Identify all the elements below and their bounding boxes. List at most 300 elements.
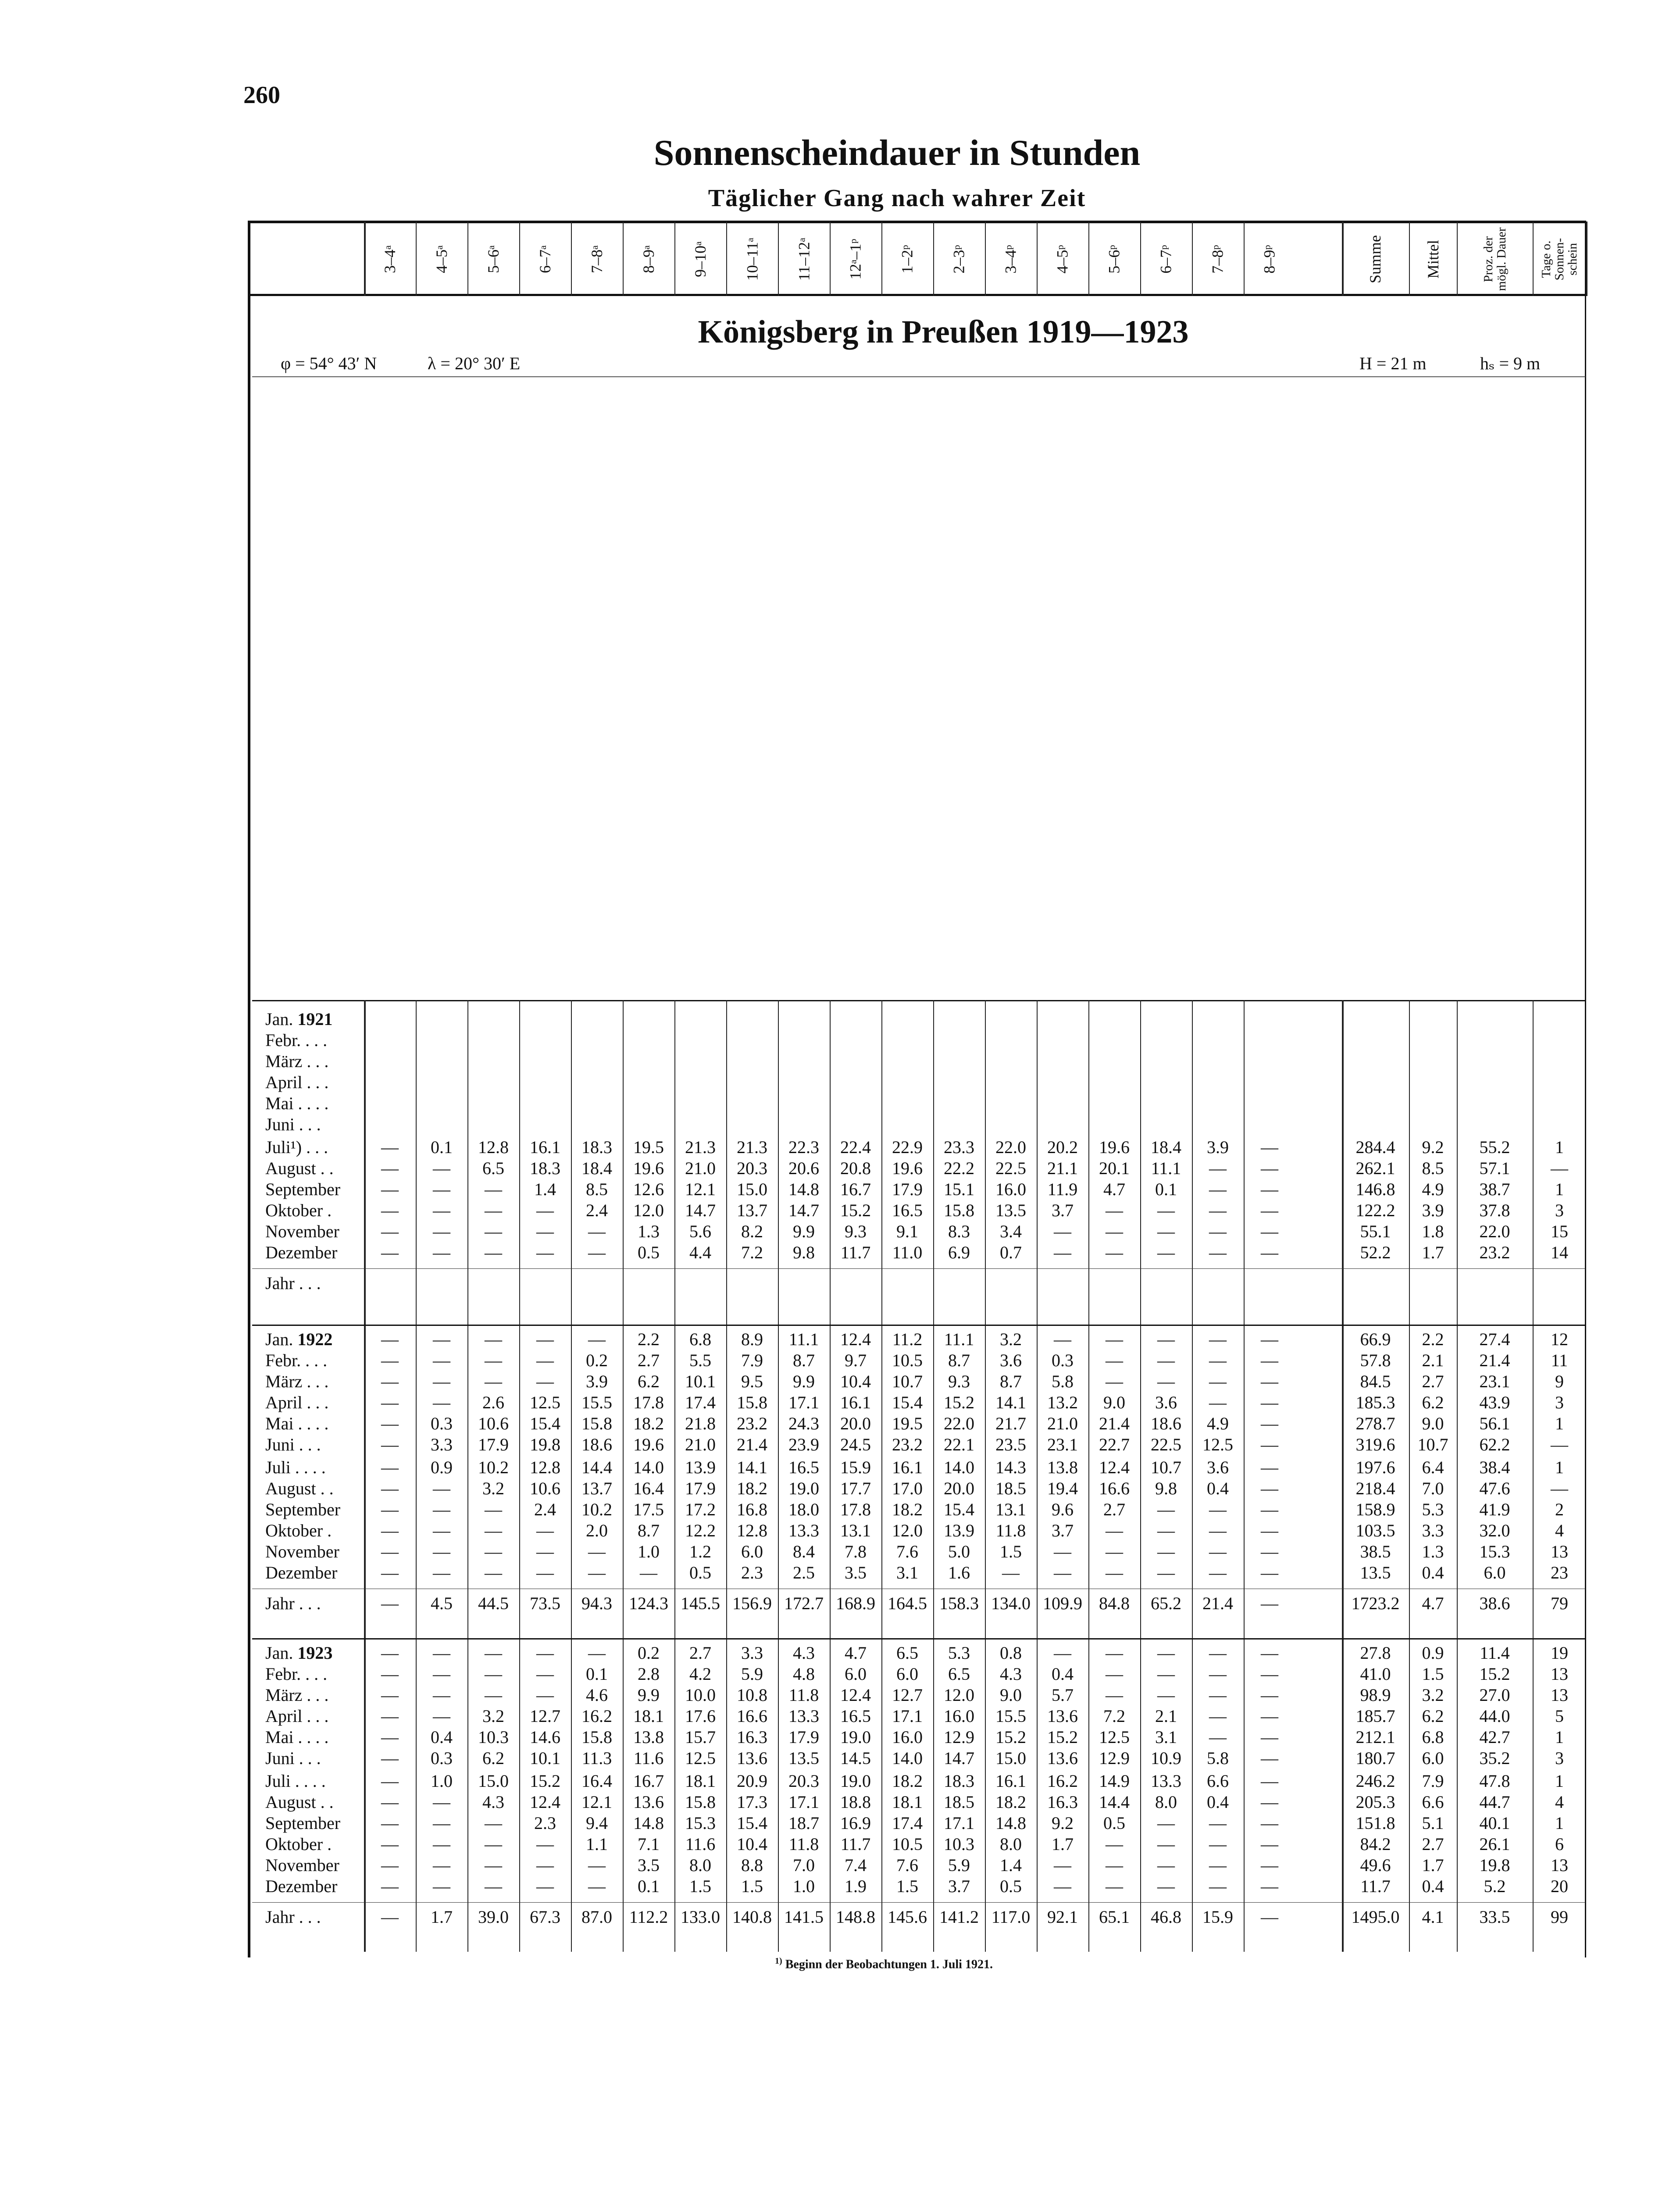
column-header-label: 2–3ᵖ	[950, 245, 968, 274]
table-cell: 180.7	[1355, 1748, 1395, 1768]
table-cell: 0.2	[586, 1350, 608, 1370]
month-label: Febr. . . .	[265, 1030, 328, 1050]
table-cell: 10.2	[478, 1457, 509, 1477]
table-cell: —	[1261, 1372, 1278, 1391]
table-cell: —	[381, 1876, 399, 1896]
table-cell: 185.3	[1355, 1393, 1395, 1412]
table-cell: 4.7	[1103, 1179, 1125, 1199]
table-cell: 17.8	[633, 1393, 664, 1412]
table-cell: 22.4	[840, 1137, 871, 1157]
table-cell: 18.1	[633, 1706, 664, 1726]
table-cell: 14.7	[944, 1748, 974, 1768]
table-cell: 19.0	[840, 1771, 871, 1791]
table-cell: 3.9	[586, 1372, 608, 1391]
table-cell: 20.3	[788, 1771, 819, 1791]
page-title: Sonnenscheindauer in Stunden	[653, 132, 1141, 173]
blank-area-rule	[252, 1000, 1585, 1001]
table-cell: 1	[1555, 1771, 1564, 1791]
table-cell: 12.9	[1099, 1748, 1130, 1768]
month-label: Mai . . . .	[265, 1727, 329, 1747]
table-cell: 11.8	[995, 1521, 1026, 1540]
table-cell: 20.6	[788, 1158, 819, 1178]
table-cell: 122.2	[1355, 1200, 1395, 1220]
table-cell: 16.1	[892, 1457, 923, 1477]
table-cell: 18.3	[581, 1137, 612, 1157]
jahr-cell: 158.3	[939, 1593, 979, 1613]
table-cell: —	[1261, 1500, 1278, 1519]
table-cell: 19.4	[1047, 1479, 1078, 1498]
row-label	[265, 1520, 332, 1541]
table-cell: 5.6	[689, 1222, 711, 1241]
table-cell: —	[1261, 1542, 1278, 1561]
table-cell: 15	[1551, 1222, 1568, 1241]
table-cell: 10.7	[1417, 1435, 1448, 1454]
table-cell: 6.8	[1422, 1727, 1444, 1747]
table-cell: 9.0	[1422, 1414, 1444, 1433]
table-cell: 23	[1551, 1563, 1568, 1582]
table-cell: —	[588, 1876, 606, 1896]
month-label: September	[265, 1813, 341, 1833]
table-cell: 2.0	[586, 1521, 608, 1540]
table-cell: 57.8	[1360, 1350, 1391, 1370]
table-cell: 21.0	[685, 1158, 716, 1178]
table-cell: 9.3	[845, 1222, 867, 1241]
table-cell: 9.5	[741, 1372, 763, 1391]
table-cell: 9.0	[1000, 1685, 1022, 1705]
grid-line	[519, 221, 520, 296]
table-cell: 0.4	[1422, 1563, 1444, 1582]
table-cell: 0.2	[638, 1643, 660, 1663]
table-cell: —	[1157, 1563, 1175, 1582]
table-cell: 9.4	[586, 1813, 608, 1833]
row-label	[265, 1685, 328, 1705]
table-cell: 13.6	[633, 1792, 664, 1812]
jahr-cell: 38.6	[1479, 1593, 1510, 1613]
table-cell: 0.4	[1422, 1876, 1444, 1896]
table-cell: 17.1	[788, 1393, 819, 1412]
table-cell: 218.4	[1355, 1479, 1395, 1498]
table-cell: 7.4	[845, 1855, 867, 1875]
table-cell: 9.6	[1052, 1500, 1074, 1519]
table-cell: 19.0	[788, 1479, 819, 1498]
row-label	[265, 1093, 328, 1114]
jahr-cell: 145.5	[681, 1593, 720, 1613]
table-cell: —	[536, 1643, 554, 1663]
table-cell: 5.8	[1207, 1748, 1229, 1768]
table-cell: —	[381, 1813, 399, 1833]
month-label: Jan.	[265, 1009, 293, 1029]
table-cell: 14.4	[581, 1457, 612, 1477]
table-cell: 11.0	[892, 1243, 923, 1262]
table-cell: 5.3	[1422, 1500, 1444, 1519]
table-cell: 6.0	[1422, 1748, 1444, 1768]
table-cell: 19.6	[633, 1158, 664, 1178]
grid-line	[778, 221, 779, 296]
table-cell: 21.1	[1047, 1158, 1078, 1178]
table-cell: —	[1209, 1706, 1227, 1726]
table-cell: 0.7	[1000, 1243, 1022, 1262]
table-cell: —	[485, 1664, 502, 1684]
table-cell: —	[1106, 1542, 1123, 1561]
table-cell: 3.9	[1207, 1137, 1229, 1157]
row-label	[265, 1137, 328, 1157]
table-cell: —	[433, 1855, 450, 1875]
table-cell: 3.3	[741, 1643, 763, 1663]
jahr-label: Jahr . . .	[265, 1273, 321, 1293]
column-header	[778, 221, 830, 297]
table-cell: 15.4	[737, 1813, 767, 1833]
table-cell: —	[536, 1563, 554, 1582]
column-header-label: 11–12ᵃ	[795, 237, 813, 281]
table-cell: 7.6	[896, 1855, 918, 1875]
table-cell: 15.5	[581, 1393, 612, 1412]
month-label: Juli . . . .	[265, 1771, 326, 1791]
table-cell: 6.6	[1422, 1792, 1444, 1812]
table-cell: —	[536, 1222, 554, 1241]
table-cell: 0.3	[1052, 1350, 1074, 1370]
column-header	[623, 221, 674, 297]
table-cell: —	[1106, 1876, 1123, 1896]
station-latitude: φ = 54° 43′ N	[281, 354, 377, 373]
table-cell: 1.2	[689, 1542, 711, 1561]
row-label	[265, 1834, 332, 1854]
month-label: Mai . . . .	[265, 1093, 329, 1113]
month-label: März . . .	[265, 1051, 329, 1071]
table-cell: 17.7	[840, 1479, 871, 1498]
station-height: H = 21 m	[1359, 354, 1427, 373]
table-cell: —	[1106, 1685, 1123, 1705]
table-cell: 11.6	[685, 1834, 716, 1854]
table-cell: 12.0	[944, 1685, 974, 1705]
table-cell: 3.5	[638, 1855, 660, 1875]
row-label	[265, 1562, 337, 1583]
column-header-label: 9–10ᵃ	[692, 241, 709, 277]
table-cell: 15.0	[737, 1179, 767, 1199]
table-cell: —	[1209, 1727, 1227, 1747]
column-header	[1244, 221, 1295, 297]
table-cell: —	[1261, 1771, 1278, 1791]
table-cell: —	[381, 1500, 399, 1519]
row-label	[265, 1009, 332, 1029]
table-cell: —	[381, 1479, 399, 1498]
table-cell: 9.1	[896, 1222, 918, 1241]
table-cell: 19.8	[530, 1435, 560, 1454]
table-cell: 5.1	[1422, 1813, 1444, 1833]
table-cell: —	[381, 1179, 399, 1199]
table-cell: 8.9	[741, 1329, 763, 1349]
table-cell: 26.1	[1479, 1834, 1510, 1854]
table-cell: —	[1157, 1350, 1175, 1370]
table-cell: 278.7	[1355, 1414, 1395, 1433]
table-cell: —	[433, 1542, 450, 1561]
month-label: September	[265, 1179, 341, 1199]
row-label	[265, 1114, 321, 1135]
table-cell: 0.3	[431, 1748, 453, 1768]
table-cell: 22.1	[944, 1435, 974, 1454]
table-cell: 27.0	[1479, 1685, 1510, 1705]
table-cell: —	[1209, 1243, 1227, 1262]
table-cell: —	[381, 1372, 399, 1391]
table-cell: 6.5	[482, 1158, 504, 1178]
table-cell: 57.1	[1479, 1158, 1510, 1178]
row-label	[265, 1478, 334, 1499]
table-cell: 0.4	[1207, 1792, 1229, 1812]
row-label	[265, 1072, 328, 1093]
table-cell: 10.3	[478, 1727, 509, 1747]
table-cell: —	[381, 1706, 399, 1726]
table-cell: —	[1261, 1457, 1278, 1477]
table-cell: 16.9	[840, 1813, 871, 1833]
table-cell: 18.4	[581, 1158, 612, 1178]
column-header-label: Mittel	[1424, 240, 1442, 279]
table-cell: —	[433, 1200, 450, 1220]
column-header-label: 7–8ᵃ	[588, 245, 606, 273]
table-cell: 12.8	[478, 1137, 509, 1157]
jahr-cell: 39.0	[478, 1907, 509, 1927]
table-cell: 11	[1551, 1350, 1568, 1370]
table-cell: 15.7	[685, 1727, 716, 1747]
year-label: 1921	[297, 1009, 333, 1029]
table-cell: —	[1261, 1393, 1278, 1412]
table-cell: —	[1551, 1479, 1568, 1498]
column-header	[571, 221, 623, 297]
table-cell: 146.8	[1355, 1179, 1395, 1199]
table-cell: 5	[1555, 1706, 1564, 1726]
table-cell: 24.5	[840, 1435, 871, 1454]
table-cell: 13.3	[788, 1706, 819, 1726]
table-cell: 13.6	[737, 1748, 767, 1768]
month-label: März . . .	[265, 1372, 329, 1391]
table-cell: —	[1209, 1813, 1227, 1833]
table-cell: 2.8	[638, 1664, 660, 1684]
table-cell: 10.7	[892, 1372, 923, 1391]
table-cell: 15.8	[581, 1414, 612, 1433]
row-label	[265, 1748, 321, 1768]
table-cell: 17.4	[892, 1813, 923, 1833]
table-cell: 246.2	[1355, 1771, 1395, 1791]
table-cell: 12.4	[840, 1329, 871, 1349]
table-cell: —	[1261, 1414, 1278, 1433]
table-cell: 0.3	[431, 1414, 453, 1433]
column-header	[364, 221, 416, 297]
table-cell: 16.2	[581, 1706, 612, 1726]
table-cell: 14	[1551, 1243, 1568, 1262]
table-cell: 7.8	[845, 1542, 867, 1561]
grid-line	[933, 221, 934, 296]
table-cell: 15.2	[1047, 1727, 1078, 1747]
column-header	[1192, 221, 1244, 297]
table-cell: —	[485, 1813, 502, 1833]
table-cell: 3.2	[482, 1706, 504, 1726]
grid-line	[1457, 221, 1458, 296]
table-cell: 15.0	[995, 1748, 1026, 1768]
row-label	[265, 1030, 327, 1050]
jahr-cell: 94.3	[581, 1593, 612, 1613]
table-cell: —	[381, 1792, 399, 1812]
table-cell: 16.0	[995, 1179, 1026, 1199]
jahr-cell: 65.2	[1151, 1593, 1181, 1613]
table-cell: —	[1106, 1200, 1123, 1220]
table-cell: —	[433, 1664, 450, 1684]
table-cell: —	[536, 1372, 554, 1391]
table-cell: 11.6	[633, 1748, 664, 1768]
table-cell: 262.1	[1355, 1158, 1395, 1178]
jahr-cell: 65.1	[1099, 1907, 1130, 1927]
table-cell: 319.6	[1355, 1435, 1395, 1454]
table-cell: —	[536, 1542, 554, 1561]
table-cell: 18.1	[685, 1771, 716, 1791]
table-cell: 10.1	[530, 1748, 560, 1768]
table-cell: —	[1106, 1521, 1123, 1540]
row-label	[265, 1392, 328, 1413]
jahr-cell: 156.9	[732, 1593, 772, 1613]
table-cell: 10.6	[478, 1414, 509, 1433]
table-cell: —	[433, 1222, 450, 1241]
table-cell: —	[588, 1222, 606, 1241]
table-cell: 205.3	[1355, 1792, 1395, 1812]
table-cell: 4.4	[689, 1243, 711, 1262]
table-cell: —	[1551, 1158, 1568, 1178]
table-cell: 12.5	[1099, 1727, 1130, 1747]
table-cell: —	[1157, 1855, 1175, 1875]
table-cell: 16.1	[840, 1393, 871, 1412]
table-cell: 17.2	[685, 1500, 716, 1519]
column-header-label: Summe	[1366, 235, 1384, 284]
table-cell: —	[1261, 1179, 1278, 1199]
table-cell: —	[433, 1813, 450, 1833]
table-cell: —	[640, 1563, 657, 1582]
table-cell: 6.0	[845, 1664, 867, 1684]
jahr-cell: 117.0	[991, 1907, 1031, 1927]
table-cell: 4.9	[1422, 1179, 1444, 1199]
table-cell: —	[381, 1243, 399, 1262]
table-cell: —	[1054, 1329, 1071, 1349]
page-subtitle: Täglicher Gang nach wahrer Zeit	[708, 185, 1086, 212]
row-label	[265, 1350, 327, 1371]
table-cell: 8.5	[1422, 1158, 1444, 1178]
column-header	[726, 221, 778, 297]
table-cell: 197.6	[1355, 1457, 1395, 1477]
table-cell: —	[1209, 1563, 1227, 1582]
table-cell: —	[1157, 1243, 1175, 1262]
table-cell: —	[1209, 1200, 1227, 1220]
table-cell: 13.3	[788, 1521, 819, 1540]
table-cell: —	[381, 1350, 399, 1370]
table-cell: —	[381, 1643, 399, 1663]
table-cell: 19.6	[633, 1435, 664, 1454]
column-header-label: 6–7ᵖ	[1157, 245, 1175, 274]
table-cell: 22.5	[995, 1158, 1026, 1178]
table-cell: 13.7	[581, 1479, 612, 1498]
table-cell: 10.5	[892, 1834, 923, 1854]
jahr-cell: —	[1261, 1907, 1278, 1927]
table-cell: 8.7	[1000, 1372, 1022, 1391]
table-cell: —	[485, 1685, 502, 1705]
table-cell: —	[381, 1158, 399, 1178]
table-cell: —	[485, 1243, 502, 1262]
table-cell: 22.7	[1099, 1435, 1130, 1454]
jahr-cell: 4.7	[1422, 1593, 1444, 1613]
column-header	[1533, 221, 1586, 297]
row-label	[265, 1643, 332, 1663]
table-cell: 16.5	[892, 1200, 923, 1220]
row-label	[265, 1434, 321, 1455]
table-cell: 18.8	[840, 1792, 871, 1812]
table-cell: 14.8	[788, 1179, 819, 1199]
table-cell: —	[485, 1876, 502, 1896]
table-cell: —	[1106, 1372, 1123, 1391]
table-cell: —	[536, 1243, 554, 1262]
jahr-rule	[252, 1902, 1585, 1903]
table-cell: 3.1	[1155, 1727, 1177, 1747]
table-cell: 23.1	[1047, 1435, 1078, 1454]
table-cell: —	[1209, 1179, 1227, 1199]
table-cell: 6.8	[689, 1329, 711, 1349]
jahr-cell: 1495.0	[1351, 1907, 1400, 1927]
table-cell: 10.0	[685, 1685, 716, 1705]
table-cell: —	[536, 1876, 554, 1896]
table-cell: —	[1157, 1685, 1175, 1705]
year-label: 1923	[297, 1643, 333, 1663]
table-cell: —	[1106, 1664, 1123, 1684]
table-cell: 7.9	[741, 1350, 763, 1370]
row-label	[265, 1706, 328, 1726]
table-cell: 20.0	[944, 1479, 974, 1498]
month-label: Oktober .	[265, 1834, 332, 1854]
table-cell: 35.2	[1479, 1748, 1510, 1768]
table-cell: 8.3	[948, 1222, 970, 1241]
table-cell: 18.7	[788, 1813, 819, 1833]
table-cell: 14.0	[892, 1748, 923, 1768]
table-cell: 15.2	[840, 1200, 871, 1220]
table-cell: —	[1209, 1158, 1227, 1178]
table-cell: 11.2	[892, 1329, 923, 1349]
table-cell: 7.0	[793, 1855, 815, 1875]
table-cell: 3.3	[1422, 1521, 1444, 1540]
jahr-cell: 4.1	[1422, 1907, 1444, 1927]
table-cell: —	[1261, 1706, 1278, 1726]
table-cell: 15.0	[478, 1771, 509, 1791]
table-cell: 0.8	[1000, 1643, 1022, 1663]
grid-line	[674, 221, 675, 296]
table-cell: —	[588, 1243, 606, 1262]
table-cell: 0.1	[1155, 1179, 1177, 1199]
table-cell: —	[1261, 1727, 1278, 1747]
table-cell: 10.8	[737, 1685, 767, 1705]
table-cell: 9.9	[793, 1222, 815, 1241]
table-cell: 16.2	[1047, 1771, 1078, 1791]
table-cell: —	[1106, 1563, 1123, 1582]
table-cell: 21.4	[1479, 1350, 1510, 1370]
table-cell: —	[1261, 1876, 1278, 1896]
column-header-label: 4–5ᵖ	[1053, 245, 1071, 274]
table-cell: 13.1	[840, 1521, 871, 1540]
jahr-cell: —	[1261, 1593, 1278, 1613]
table-cell: —	[1054, 1243, 1071, 1262]
table-cell: —	[381, 1855, 399, 1875]
table-cell: —	[433, 1479, 450, 1498]
jahr-cell: 140.8	[732, 1907, 772, 1927]
table-cell: 13.5	[1360, 1563, 1391, 1582]
table-cell: —	[485, 1222, 502, 1241]
table-cell: 13.6	[1047, 1706, 1078, 1726]
table-cell: 27.8	[1360, 1643, 1391, 1663]
grid-line	[1192, 221, 1193, 296]
table-cell: 56.1	[1479, 1414, 1510, 1433]
jahr-cell: 172.7	[784, 1593, 824, 1613]
table-cell: —	[1002, 1563, 1020, 1582]
table-cell: 98.9	[1360, 1685, 1391, 1705]
